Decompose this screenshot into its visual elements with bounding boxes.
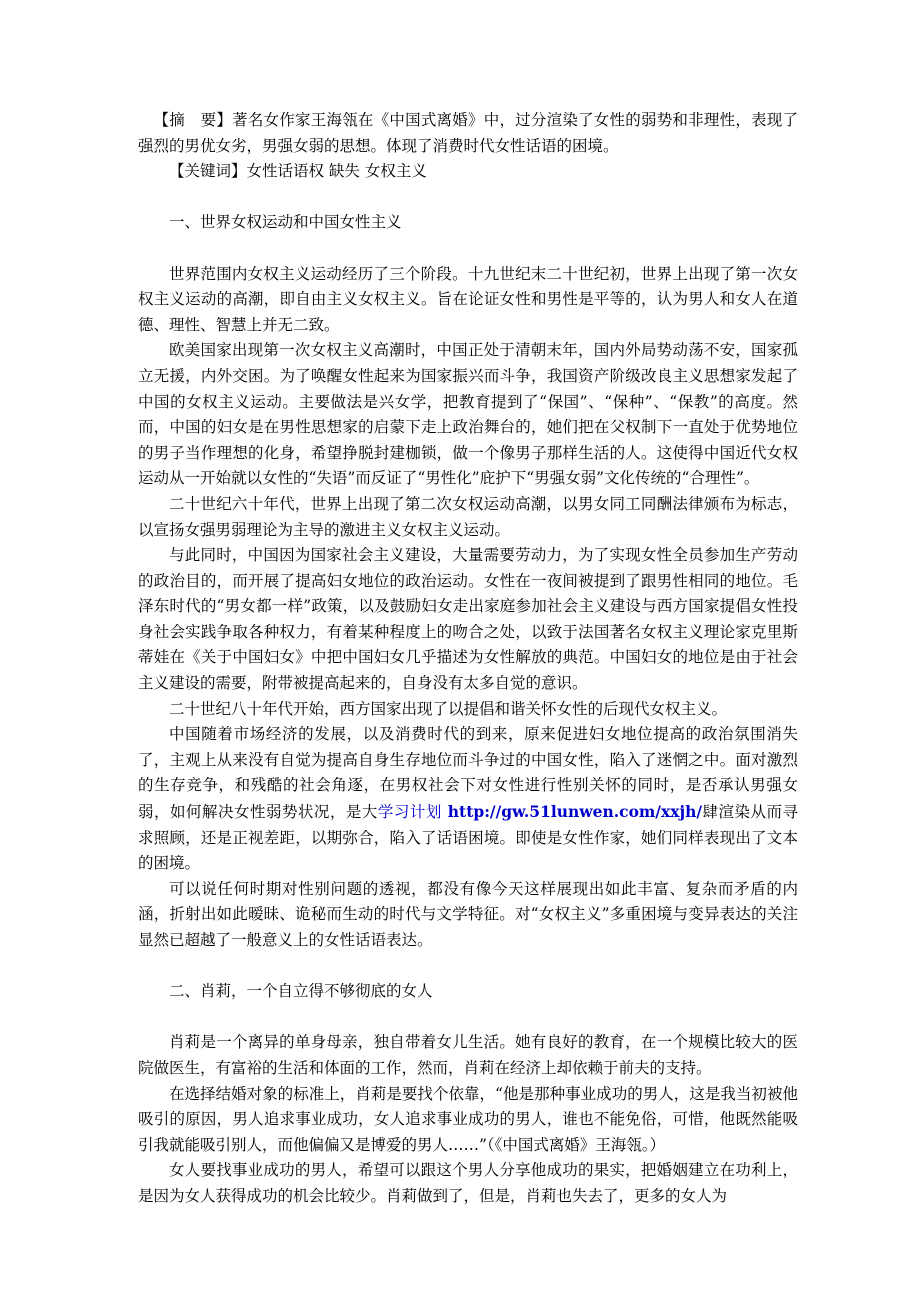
paragraph: 女人要找事业成功的男人，希望可以跟这个男人分享他成功的果实，把婚姻建立在功利上，是因为女人获得成功的机会比较少。肖莉做到了，但是，肖莉也失去了，更多的女人为 bbox=[138, 1161, 798, 1205]
spacer bbox=[138, 236, 798, 262]
paragraph: 可以说任何时期对性别问题的透视，都没有像今天这样展现出如此丰富、复杂而矛盾的内涵，折射出如此暧昧、诡秘而生动的时代与文学特征。对“女权主义”多重困境与变异表达的关注显然已超越了一般意义上的女性话语表达。 bbox=[138, 879, 798, 949]
url-link[interactable]: http://gw.51lunwen.com/xxjh/ bbox=[441, 802, 702, 822]
paragraph-text: 中国随着市场经济的发展，以及消费时代的到来，原来促进妇女地位提高的政治氛围消失了，主观上从来没有自觉为提高自身生存地位而斗争过的中国女性，陷入了迷惘之中。面对激烈的生存竞争，和残酷的社会角逐，在男权社会下对女性进行性别关怀的同时，是否承认男强女弱，如何解决女性弱势状况，是大 bbox=[138, 725, 798, 822]
paragraph: 肖莉是一个离异的单身母亲，独自带着女儿生活。她有良好的教育，在一个规模比较大的医院做医生，有富裕的生活和体面的工作，然而，肖莉在经济上却依赖于前夫的支持。 bbox=[138, 1033, 798, 1077]
paragraph: 二十世纪六十年代，世界上出现了第二次女权运动高潮，以男女同工同酬法律颁布为标志，以宣扬女强男弱理论为主导的激进主义女权主义运动。 bbox=[138, 494, 798, 539]
paragraph: 与此同时，中国因为国家社会主义建设，大量需要劳动力，为了实现女性全员参加生产劳动的政治目的，而开展了提高妇女地位的政治运动。女性在一夜间被提到了跟男性相同的地位。毛泽东时代的“男女都一样”政策，以及鼓励妇女走出家庭参加社会主义建设与西方国家提倡女性投身社会实践争取各种权力，有着某种程度上的吻合之处，以致于法国著名女权主义理论家克里斯蒂娃在《关于中国妇女》中把中国妇女几乎描述为女性解放的典范。中国妇女的地位是由于社会主义建设的需要，附带被提高起来的，自身没有太多自觉的意识。 bbox=[138, 546, 798, 693]
spacer bbox=[138, 1005, 798, 1031]
spacer bbox=[138, 185, 798, 211]
paragraph: 二十世纪八十年代开始，西方国家出现了以提倡和谐关怀女性的后现代女权主义。 bbox=[169, 699, 728, 718]
paragraph-with-link bbox=[138, 722, 798, 877]
section-heading-1: 一、世界女权运动和中国女性主义 bbox=[169, 213, 402, 232]
document-body bbox=[138, 108, 798, 1210]
spacer bbox=[138, 954, 798, 980]
paragraph: 世界范围内女权主义运动经历了三个阶段。十九世纪末二十世纪初，世界上出现了第一次女权主义运动的高潮，即自由主义女权主义。旨在论证女性和男性是平等的，认为男人和女人在道德、理性、智慧上并无二致。 bbox=[138, 264, 798, 334]
study-plan-link[interactable]: 学习计划 bbox=[377, 803, 442, 822]
paragraph: 在选择结婚对象的标准上，肖莉是要找个依靠，“他是那种事业成功的男人，这是我当初被他吸引的原因，男人追求事业成功，女人追求事业成功的男人，谁也不能免俗，可惜，他既然能吸引我就能吸引别人，而他偏偏又是博爱的男人……”（《中国式离婚》王海瓴。） bbox=[138, 1084, 798, 1154]
abstract: 【摘 要】著名女作家王海瓴在《中国式离婚》中，过分渲染了女性的弱势和非理性，表现了强烈的男优女劣，男强女弱的思想。体现了消费时代女性话语的困境。 bbox=[138, 111, 798, 155]
section-heading-2: 二、肖莉，一个自立得不够彻底的女人 bbox=[169, 982, 433, 1001]
paragraph: 欧美国家出现第一次女权主义高潮时，中国正处于清朝末年，国内外局势动荡不安，国家孤立无援，内外交困。为了唤醒女性起来为国家振兴而斗争，我国资产阶级改良主义思想家发起了中国的女权主义运动。主要做法是兴女学，把教育提到了“保国”、“保种”、“保教”的高度。然而，中国的妇女是在男性思想家的启蒙下走上政治舞台的，她们把在父权制下一直处于优势地位的男子当作理想的化身，希望挣脱封建枷锁，做一个像男子那样生活的人。这使得中国近代女权运动从一开始就以女性的“失语”而反证了“男性化”庇护下“男强女弱”文化传统的“合理性”。 bbox=[138, 341, 798, 488]
paragraph-text: 肆渲染从而寻求照顾，还是正视差距，以期弥合，陷入了话语困境。即使是女性作家，她们同样表现出了文本的困境。 bbox=[138, 803, 798, 873]
keywords: 【关键词】女性话语权 缺失 女权主义 bbox=[169, 162, 427, 181]
